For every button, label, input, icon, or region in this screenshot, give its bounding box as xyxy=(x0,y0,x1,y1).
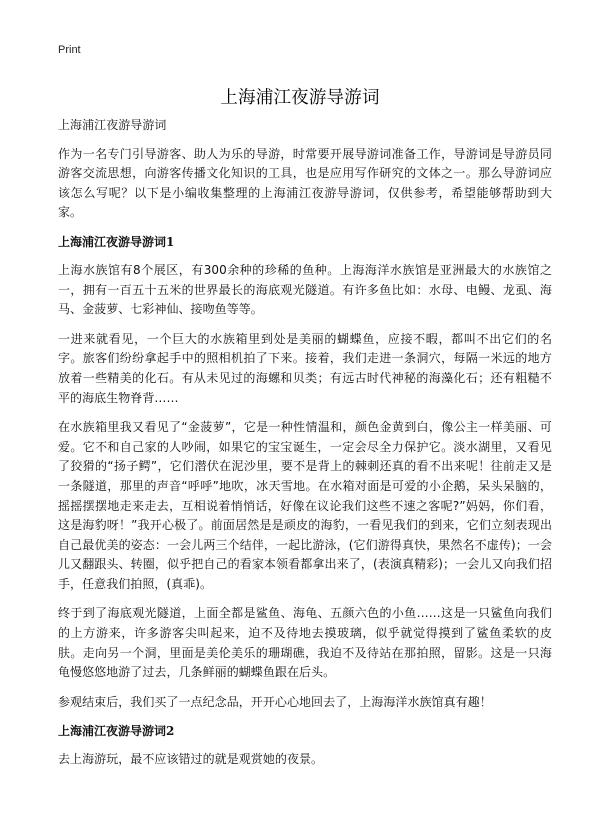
section-heading-1: 上海浦江夜游导游词1 xyxy=(58,234,175,249)
section-heading-2: 上海浦江夜游导游词2 xyxy=(58,724,175,739)
print-label: Print xyxy=(58,44,81,56)
page-title: 上海浦江夜游导游词 xyxy=(220,88,380,108)
section1-paragraph-3: 在水族箱里我又看见了“金菠萝”，它是一种性情温和，颜色金黄到白，像公主一样美丽、可爱。它不和自己家的人吵闹，如果它的宝宝诞生，一定会尽全力保护它。淡水湖里，又看见了狡猾的“扬子鳄”，它们潜伏在泥沙里，要不是背上的棘刺还真的看不出来呢！往前走又是一条隧道，那里的声音“呼呼”地吹，冰天雪地。在水箱对面是可爱的小企鹅，呆头呆脑的，摇摇摆摆地走来走去，互相说着悄悄话，好像在议论我们这些不速之客呢?”妈妈，你们看，这是海豹呀！”我开心极了。前面居然是是顽皮的海豹，一看见我们的到来，它们立刻表现出自己最优美的姿态：一会儿两三个结伴，一起比游泳，(它们游得真快，果然名不虚传)；一会儿又翻跟头、转圈，似乎把自己的看家本领看都拿出来了，(表演真精彩)；一会儿又向我们招手，任意我们拍照，(真乖)。 xyxy=(58,420,552,591)
document-subtitle: 上海浦江夜游导游词 xyxy=(58,118,167,132)
section1-paragraph-1: 上海水族馆有8个展区，有300余种的珍稀的鱼种。上海海洋水族馆是亚洲最大的水族馆之一，拥有一百五十五米的世界最长的海底观光隧道。有许多鱼比如：水母、电鳗、龙虱、海马、金菠萝、七彩神仙、接吻鱼等等。 xyxy=(58,262,552,317)
section1-paragraph-5: 参观结束后，我们买了一点纪念品，开开心心地回去了，上海海洋水族馆真有趣！ xyxy=(58,694,492,709)
section1-paragraph-2: 一进来就看见，一个巨大的水族箱里到处是美丽的蝴蝶鱼，应接不暇，都叫不出它们的名字。旅客们纷纷拿起手中的照相机拍了下来。接着，我们走进一条洞穴，每隔一米远的地方放着一些精美的化石。有从未见过的海螺和贝类；有远古时代神秘的海藻化石；还有粗糙不平的海底生物脊背…… xyxy=(58,331,552,405)
section1-paragraph-4: 终于到了海底观光隧道，上面全都是鲨鱼、海龟、五颜六色的小鱼……这是一只鲨鱼向我们的上方游来，许多游客尖叫起来，迫不及待地去摸玻璃，似乎就觉得摸到了鲨鱼柔软的皮肤。走向另一个洞，里面是美伦美乐的珊瑚礁，我迫不及待站在那拍照，留影。这是一只海龟慢悠悠地游了过去，几条鲜丽的蝴蝶鱼跟在后头。 xyxy=(58,606,552,680)
section2-paragraph-1: 去上海游玩，最不应该错过的就是观赏她的夜景。 xyxy=(58,752,324,767)
document-body xyxy=(58,116,552,780)
intro-paragraph: 作为一名专门引导游客、助人为乐的导游，时常要开展导游词准备工作，导游词是导游员同游客交流思想，向游客传播文化知识的工具，也是应用写作研究的文体之一。那么导游词应该怎么写呢？以下是小编收集整理的上海浦江夜游导游词，仅供参考，希望能够帮助到大家。 xyxy=(58,146,552,220)
